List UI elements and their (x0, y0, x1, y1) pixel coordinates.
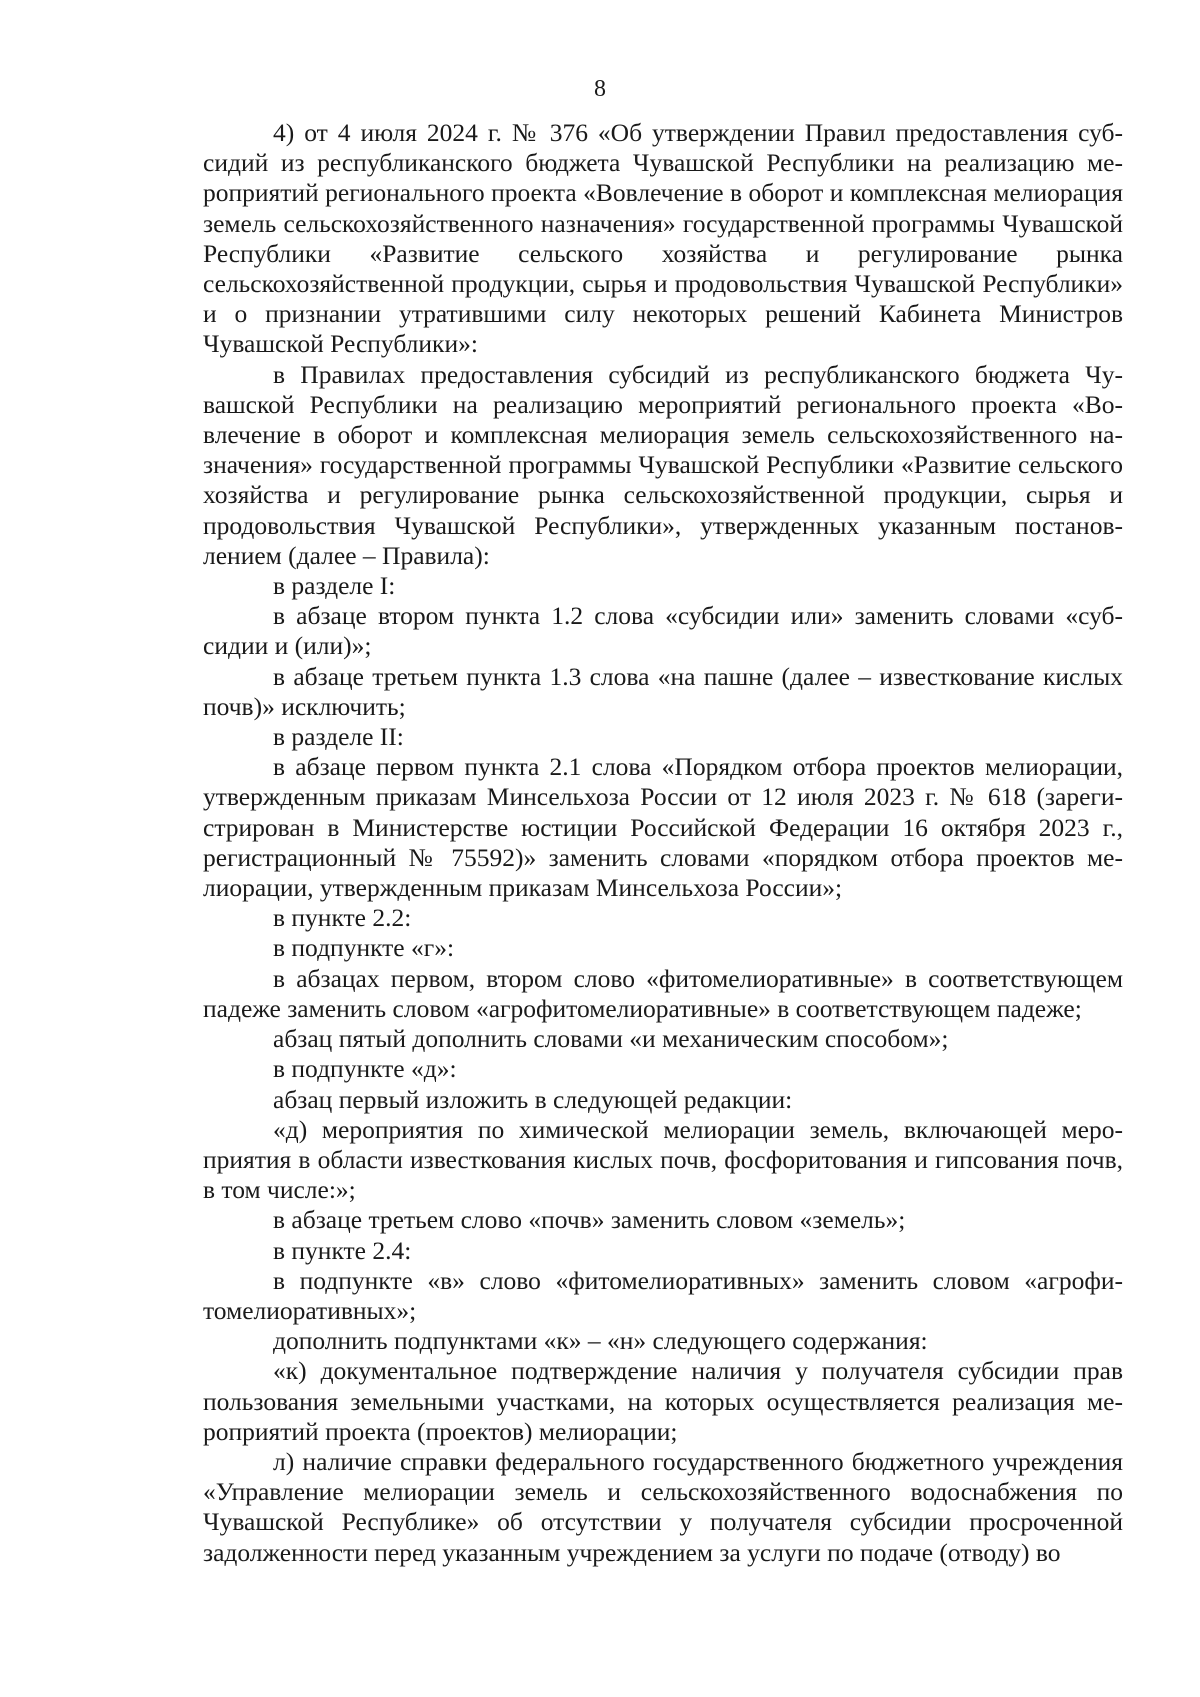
paragraph-5: в абзаце третьем пункта 1.3 слова «на пашне (далее – известкование кислых почв)» исключить; (203, 661, 1123, 721)
paragraph-4: в абзаце втором пункта 1.2 слова «субсидии или» заменить словами «субсидии и (или)»; (203, 601, 1123, 661)
paragraph-7: в абзаце первом пункта 2.1 слова «Порядком отбора проектов мелиорации, утвержденным приказам Минсельхоза России от 12 июля 2023 г. № 618 (зарегистрирован в Министерстве юстиции Российской Федерации 16 октября 2023 г., регистрационный № 75592)» заменить словами «порядком отбора проектов мелиорации, утвержденным приказам Минсельхоза России»; (203, 752, 1123, 903)
paragraph-13: абзац первый изложить в следующей редакции: (273, 1084, 793, 1114)
page-number: 8 (594, 76, 606, 102)
paragraph-1: 4) от 4 июля 2024 г. № 376 «Об утверждении Правил предоставления субсидий из республиканского бюджета Чувашской Республики на реализацию мероприятий регионального проекта «Вовлечение в оборот и комплексная мелиорация земель сельскохозяйственного назначения» государственной программы Чувашской Республики «Развитие сельского хозяйства и регулирование рынка сельскохозяйственной продукции, сырья и продовольствия Чувашской Республики» и о признании утратившими силу некоторых решений Кабинета Министров Чувашской Республики»: (203, 118, 1123, 359)
paragraph-14: «д) мероприятия по химической мелиорации земель, включающей мероприятия в области известкования кислых почв, фосфоритования и гипсования почв, в том числе:»; (203, 1114, 1123, 1205)
paragraph-8: в пункте 2.2: (273, 903, 412, 933)
paragraph-15: в абзаце третьем слово «почв» заменить словом «земель»; (273, 1205, 906, 1235)
paragraph-12: в подпункте «д»: (273, 1054, 457, 1084)
document-body (203, 118, 1123, 1568)
paragraph-16: в пункте 2.4: (273, 1235, 412, 1265)
paragraph-11: абзац пятый дополнить словами «и механическим способом»; (273, 1024, 949, 1054)
paragraph-9: в подпункте «г»: (273, 933, 455, 963)
paragraph-19: «к) документальное подтверждение наличия у получателя субсидии прав пользования земельными участками, на которых осуществляется реализация мероприятий проекта (проектов) мелиорации; (203, 1356, 1123, 1446)
paragraph-10: в абзацах первом, втором слово «фитомелиоративные» в соответствующем падеже заменить словом «агрофитомелиоративные» в соответствующем падеже; (203, 963, 1123, 1023)
paragraph-18: дополнить подпунктами «к» – «н» следующего содержания: (273, 1326, 928, 1356)
paragraph-3: в разделе I: (273, 571, 396, 601)
paragraph-2: в Правилах предоставления субсидий из республиканского бюджета Чувашской Республики на реализацию мероприятий регионального проекта «Вовлечение в оборот и комплексная мелиорация земель сельскохозяйственного назначения» государственной программы Чувашской Республики «Развитие сельского хозяйства и регулирование рынка сельскохозяйственной продукции, сырья и продовольствия Чувашской Республики», утвержденных указанным постановлением (далее – Правила): (203, 359, 1123, 570)
paragraph-20: л) наличие справки федерального государственного бюджетного учреждения «Управление мелиорации земель и сельскохозяйственного водоснабжения по Чувашской Республике» об отсутствии у получателя субсидии просроченной задолженности перед указанным учреждением за услуги по подаче (отводу) во (203, 1446, 1123, 1567)
paragraph-17: в подпункте «в» слово «фитомелиоративных» заменить словом «агрофитомелиоративных»; (203, 1265, 1123, 1325)
paragraph-6: в разделе II: (273, 722, 404, 752)
